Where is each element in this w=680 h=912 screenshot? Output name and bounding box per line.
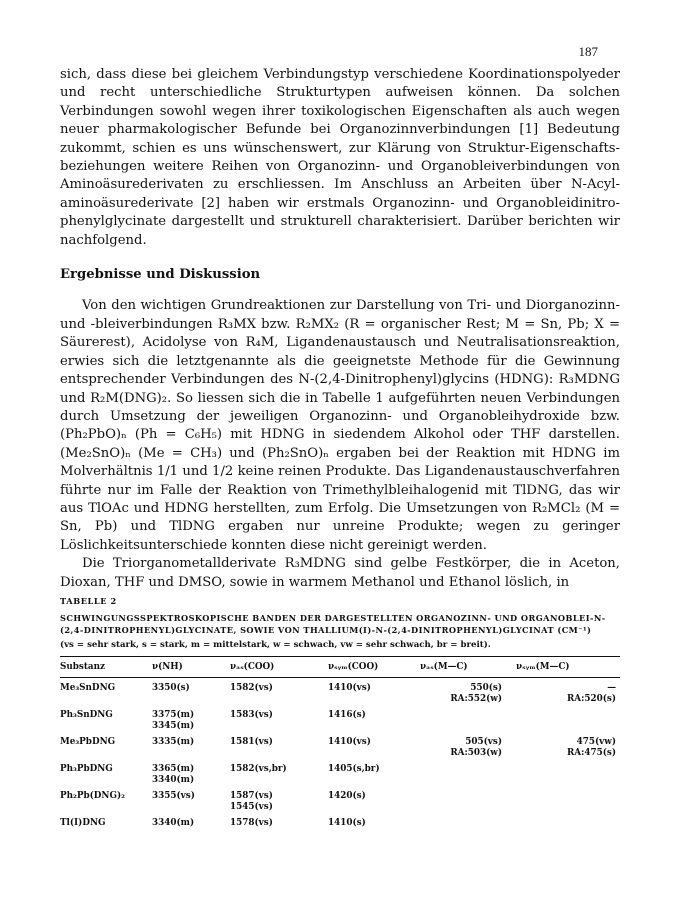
cell-nu-sym-mc [516, 813, 620, 833]
header-substanz: Substanz [60, 662, 106, 673]
cell-nu-as-coo: 1587(vs) 1545(vs) [230, 791, 273, 813]
cell-nu-as-mc [420, 759, 516, 786]
cell-substanz: Tl(I)DNG [60, 818, 106, 829]
table-caption: SCHWINGUNGSSPEKTROSKOPISCHE BANDEN DER DARGESTELLTEN ORGANOZINN- UND ORGANOBLEI-N-(2,4-DINITROPHENYL)GLYCINATE, SOWIE VON THALLIUM(I)-N-(2,4-DINITROPHENYL)GLYCINAT (CM⁻¹) [60, 613, 606, 636]
cell-nu-as-mc: 505(vs) RA:503(w) [450, 737, 502, 759]
cell-nu-as-coo: 1581(vs) [230, 737, 273, 748]
cell-nu-nh: 3340(m) [152, 818, 195, 829]
cell-nu-as-coo: 1582(vs) [230, 683, 273, 694]
intro-paragraph: sich, dass diese bei gleichem Verbindungstyp verschiedene Koordinationspolyeder und recht unterschiedliche Strukturtypen aufweisen können. Da solchen Verbindungen sowohl wegen ihrer toxikologischen Eigenschaften als auch wegen neuer pharmakologischer Befunde bei Organozinnverbindungen [1] Bedeutung zukommt, schien es uns wünschenswert, zur Klärung von Struktur-Eigenschaftsbeziehungen weitere Reihen von Organozinn- und Organobleiverbindungen von Aminoäsurederivaten zu erschliessen. Im Anschluss an Arbeiten über N-Acylaminoäsurederivate [2] haben wir erstmals Organozinn- und Organobleidinitrophenylglycinate dargestellt und strukturell charakterisiert. Darüber berichten wir nachfolgend. [60, 67, 620, 248]
header-nu-nh: ν(NH) [152, 662, 183, 673]
cell-nu-sym-coo: 1410(vs) [328, 683, 371, 694]
cell-nu-sym-coo: 1410(vs) [328, 737, 371, 748]
cell-nu-as-mc: 550(s) RA:552(w) [450, 683, 502, 705]
cell-nu-sym-mc [516, 759, 620, 786]
cell-nu-sym-mc: — RA:520(s) [566, 683, 616, 705]
cell-nu-sym-mc [516, 705, 620, 732]
cell-nu-sym-coo: 1405(s,br) [328, 764, 380, 775]
table-row [60, 732, 620, 759]
cell-nu-sym-coo: 1420(s) [328, 791, 366, 802]
cell-nu-nh: 3365(m) 3340(m) [152, 764, 195, 786]
cell-nu-as-coo: 1583(vs) [230, 710, 273, 721]
table-row [60, 678, 620, 706]
cell-nu-sym-coo: 1410(s) [328, 818, 366, 829]
paragraph-properties: Die Triorganometallderivate R₃MDNG sind gelbe Festkörper, die in Aceton, Dioxan, THF und DMSO, sowie in warmem Methanol und Ethanol löslich, in [60, 556, 620, 590]
cell-nu-nh: 3355(vs) [152, 791, 195, 802]
cell-substanz: Ph₂Pb(DNG)₂ [60, 791, 125, 802]
cell-nu-as-coo: 1578(vs) [230, 818, 273, 829]
cell-substanz: Me₃PbDNG [60, 737, 116, 748]
cell-nu-as-mc [420, 813, 516, 833]
page-number: 187 [578, 44, 598, 59]
table-row [60, 759, 620, 786]
cell-nu-sym-mc [516, 786, 620, 813]
table-legend: (vs = sehr stark, s = stark, m = mittelstark, w = schwach, vw = sehr schwach, br = breit). [60, 640, 491, 651]
cell-nu-sym-coo: 1416(s) [328, 710, 366, 721]
table-label: TABELLE 2 [60, 596, 117, 606]
header-nu-sym-mc: νₛᵧₘ(M—C) [516, 662, 570, 673]
header-nu-as-mc: νₐₛ(M—C) [420, 662, 468, 673]
cell-substanz: Ph₃SnDNG [60, 710, 113, 721]
table-row [60, 813, 620, 833]
cell-nu-nh: 3350(s) [152, 683, 190, 694]
table-header-row [60, 657, 620, 678]
cell-nu-nh: 3375(m) 3345(m) [152, 710, 195, 732]
header-nu-as-coo: νₐₛ(COO) [230, 662, 275, 673]
section-heading: Ergebnisse und Diskussion [60, 267, 261, 283]
cell-nu-nh: 3335(m) [152, 737, 195, 748]
paragraph-reactions: Von den wichtigen Grundreaktionen zur Darstellung von Tri- und Diorganozinn- und -bleiverbindungen R₃MX bzw. R₂MX₂ (R = organischer Rest; M = Sn, Pb; X = Säurerest), Acidolyse von R₄M, Ligandenaustausch und Neutralisationsreaktion, erwies sich die letztgenannte als die geeignetste Methode für die Gewinnung entsprechender Verbindungen des N-(2,4-Dinitrophenyl)glycins (HDNG): R₃MDNG und R₂M(DNG)₂. So liessen sich die in Tabelle 1 aufgeführten neuen Verbindungen durch Umsetzung der jeweiligen Organozinn- und Organobleihydroxide bzw. (Ph₂PbO)ₙ (Ph = C₆H₅) mit HDNG in siedendem Alkohol oder THF darstellen. (Me₂SnO)ₙ (Me = CH₃) und (Ph₂SnO)ₙ ergaben bei der Reaktion mit HDNG im Molverhältnis 1/1 und 1/2 keine reinen Produkte. Das Ligandenaustauschverfahren führte nur im Falle der Reaktion von Trimethylbleihalogenid mit TlDNG, das wir aus TlOAc und HDNG herstellten, zum Erfolg. Die Umsetzungen von R₂MCl₂ (M = Sn, Pb) und TlDNG ergaben nur unreine Produkte; wegen zu geringer Löslichkeitsunterschiede konnten diese nicht gereinigt werden. [60, 298, 620, 553]
cell-nu-sym-mc: 475(vw) RA:475(s) [566, 737, 616, 759]
vibration-bands-table [60, 656, 620, 833]
article-body [60, 66, 620, 592]
cell-substanz: Ph₃PbDNG [60, 764, 113, 775]
cell-nu-as-coo: 1582(vs,br) [230, 764, 287, 775]
cell-substanz: Me₃SnDNG [60, 683, 116, 694]
table-row [60, 786, 620, 813]
table-body [60, 678, 620, 834]
header-nu-sym-coo: νₛᵧₘ(COO) [328, 662, 379, 673]
table-row [60, 705, 620, 732]
cell-nu-as-mc [420, 705, 516, 732]
cell-nu-as-mc [420, 786, 516, 813]
table-2 [60, 596, 620, 833]
